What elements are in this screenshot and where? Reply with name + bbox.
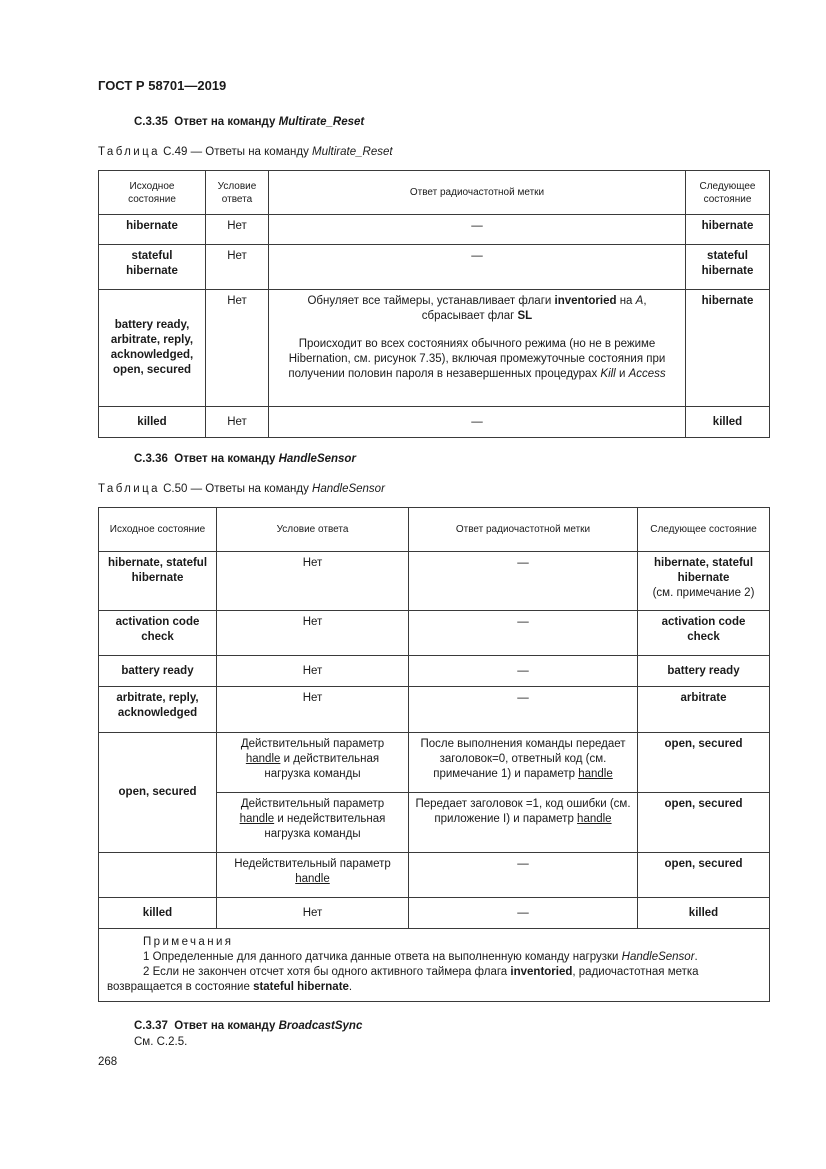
section-heading-c3-35: С.3.35 Ответ на команду Multirate_Reset — [134, 116, 365, 128]
response-cell: — — [269, 407, 686, 438]
next-state-cell: open, secured — [638, 793, 770, 853]
condition-cell: Нет — [217, 656, 409, 687]
table-row — [99, 611, 770, 656]
section-c3-37-text: См. С.2.5. — [134, 1036, 188, 1048]
notes-cell — [99, 929, 770, 1002]
table-c50 — [98, 507, 770, 1002]
response-cell: Передает заголовок =1, код ошибки (см. приложение I) и параметр handle — [409, 793, 638, 853]
next-state-cell: open, secured — [638, 733, 770, 793]
condition-cell: Нет — [217, 687, 409, 733]
state-cell: killed — [99, 898, 217, 929]
next-state-cell: killed — [638, 898, 770, 929]
header-cell: Следующее состояние — [686, 171, 770, 215]
next-state-cell: open, secured — [638, 853, 770, 898]
table-row — [99, 552, 770, 611]
next-state-cell: arbitrate — [638, 687, 770, 733]
document-id: ГОСТ Р 58701—2019 — [98, 78, 227, 93]
section-heading-c3-36: С.3.36 Ответ на команду HandleSensor — [134, 453, 356, 465]
page-number: 268 — [98, 1056, 118, 1068]
table-row — [99, 733, 770, 793]
response-paragraph: Происходит во всех состояниях обычного режима (но не в режиме Hibernation, см. рисунок 7.35), включая промежуточные состояния при получении половин пароля в незавершенных процедурах Kill и Access — [288, 338, 666, 380]
header-cell: Исходное состояние — [99, 171, 206, 215]
response-cell: — — [409, 552, 638, 611]
notes-row — [99, 929, 770, 1002]
header-cell: Ответ радиочастотной метки — [269, 171, 686, 215]
state-cell: killed — [99, 407, 206, 438]
table-row — [99, 245, 770, 290]
state-cell: stateful hibernate — [99, 245, 206, 290]
condition-cell: Нет — [206, 290, 269, 407]
notes-title: Примечания — [143, 936, 234, 948]
response-cell: После выполнения команды передает заголовок=0, ответный код (см. примечание 1) и параметр handle — [409, 733, 638, 793]
state-cell: battery ready, arbitrate, reply, acknowledged, open, secured — [99, 290, 206, 407]
table-c50-caption: Таблица С.50 — Ответы на команду HandleSensor — [98, 483, 385, 495]
condition-cell: Нет — [206, 215, 269, 245]
table-row — [99, 656, 770, 687]
table-row — [99, 290, 770, 407]
response-cell: — — [409, 611, 638, 656]
table-row — [99, 407, 770, 438]
response-cell: — — [269, 215, 686, 245]
table-header-row — [99, 171, 770, 215]
section-heading-c3-37: С.3.37 Ответ на команду BroadcastSync — [134, 1020, 363, 1032]
response-cell — [269, 290, 686, 407]
condition-cell: Нет — [206, 407, 269, 438]
table-row — [99, 687, 770, 733]
header-cell: Исходное состояние — [99, 508, 217, 552]
next-state-cell: stateful hibernate — [686, 245, 770, 290]
response-cell: — — [409, 898, 638, 929]
condition-cell: Действительный параметр handle и недействительная нагрузка команды — [217, 793, 409, 853]
state-cell: battery ready — [99, 656, 217, 687]
state-cell: hibernate — [99, 215, 206, 245]
table-row — [99, 853, 770, 898]
response-paragraph: Обнуляет все таймеры, устанавливает флаги inventoried на A, сбрасывает флаг SL — [307, 295, 647, 322]
table-row — [99, 898, 770, 929]
note-1: 1 Определенные для данного датчика данные ответа на выполненную команду нагрузки HandleSensor. — [143, 951, 698, 963]
header-cell: Следующее состояние — [638, 508, 770, 552]
condition-cell: Нет — [206, 245, 269, 290]
condition-cell: Нет — [217, 898, 409, 929]
next-state-value: hibernate, stateful hibernate — [653, 557, 754, 584]
state-cell: hibernate, stateful hibernate — [99, 552, 217, 611]
condition-cell: Нет — [217, 611, 409, 656]
note-2: 2 Если не закончен отсчет хотя бы одного активного таймера флага inventoried, радиочастотная метка возвращается в состояние stateful hibernate. — [107, 966, 699, 993]
table-row — [99, 215, 770, 245]
header-cell: Условие ответа — [217, 508, 409, 552]
condition-cell: Действительный параметр handle и действительная нагрузка команды — [217, 733, 409, 793]
state-cell: open, secured — [99, 733, 217, 853]
next-state-cell: battery ready — [638, 656, 770, 687]
response-cell: — — [269, 245, 686, 290]
next-state-cell: hibernate — [686, 290, 770, 407]
next-state-cell: killed — [686, 407, 770, 438]
next-state-note: (см. примечание 2) — [652, 587, 755, 599]
condition-cell: Недействительный параметр handle — [217, 853, 409, 898]
next-state-cell: hibernate — [686, 215, 770, 245]
response-cell: — — [409, 853, 638, 898]
state-cell: arbitrate, reply, acknowledged — [99, 687, 217, 733]
response-cell: — — [409, 687, 638, 733]
next-state-cell: activation code check — [638, 611, 770, 656]
header-cell: Ответ радиочастотной метки — [409, 508, 638, 552]
table-header-row — [99, 508, 770, 552]
table-c49-caption: Таблица С.49 — Ответы на команду Multirate_Reset — [98, 146, 393, 158]
next-state-cell — [638, 552, 770, 611]
table-c49 — [98, 170, 770, 438]
state-cell: activation code check — [99, 611, 217, 656]
state-cell — [99, 853, 217, 898]
header-cell: Условие ответа — [206, 171, 269, 215]
condition-cell: Нет — [217, 552, 409, 611]
response-cell: — — [409, 656, 638, 687]
